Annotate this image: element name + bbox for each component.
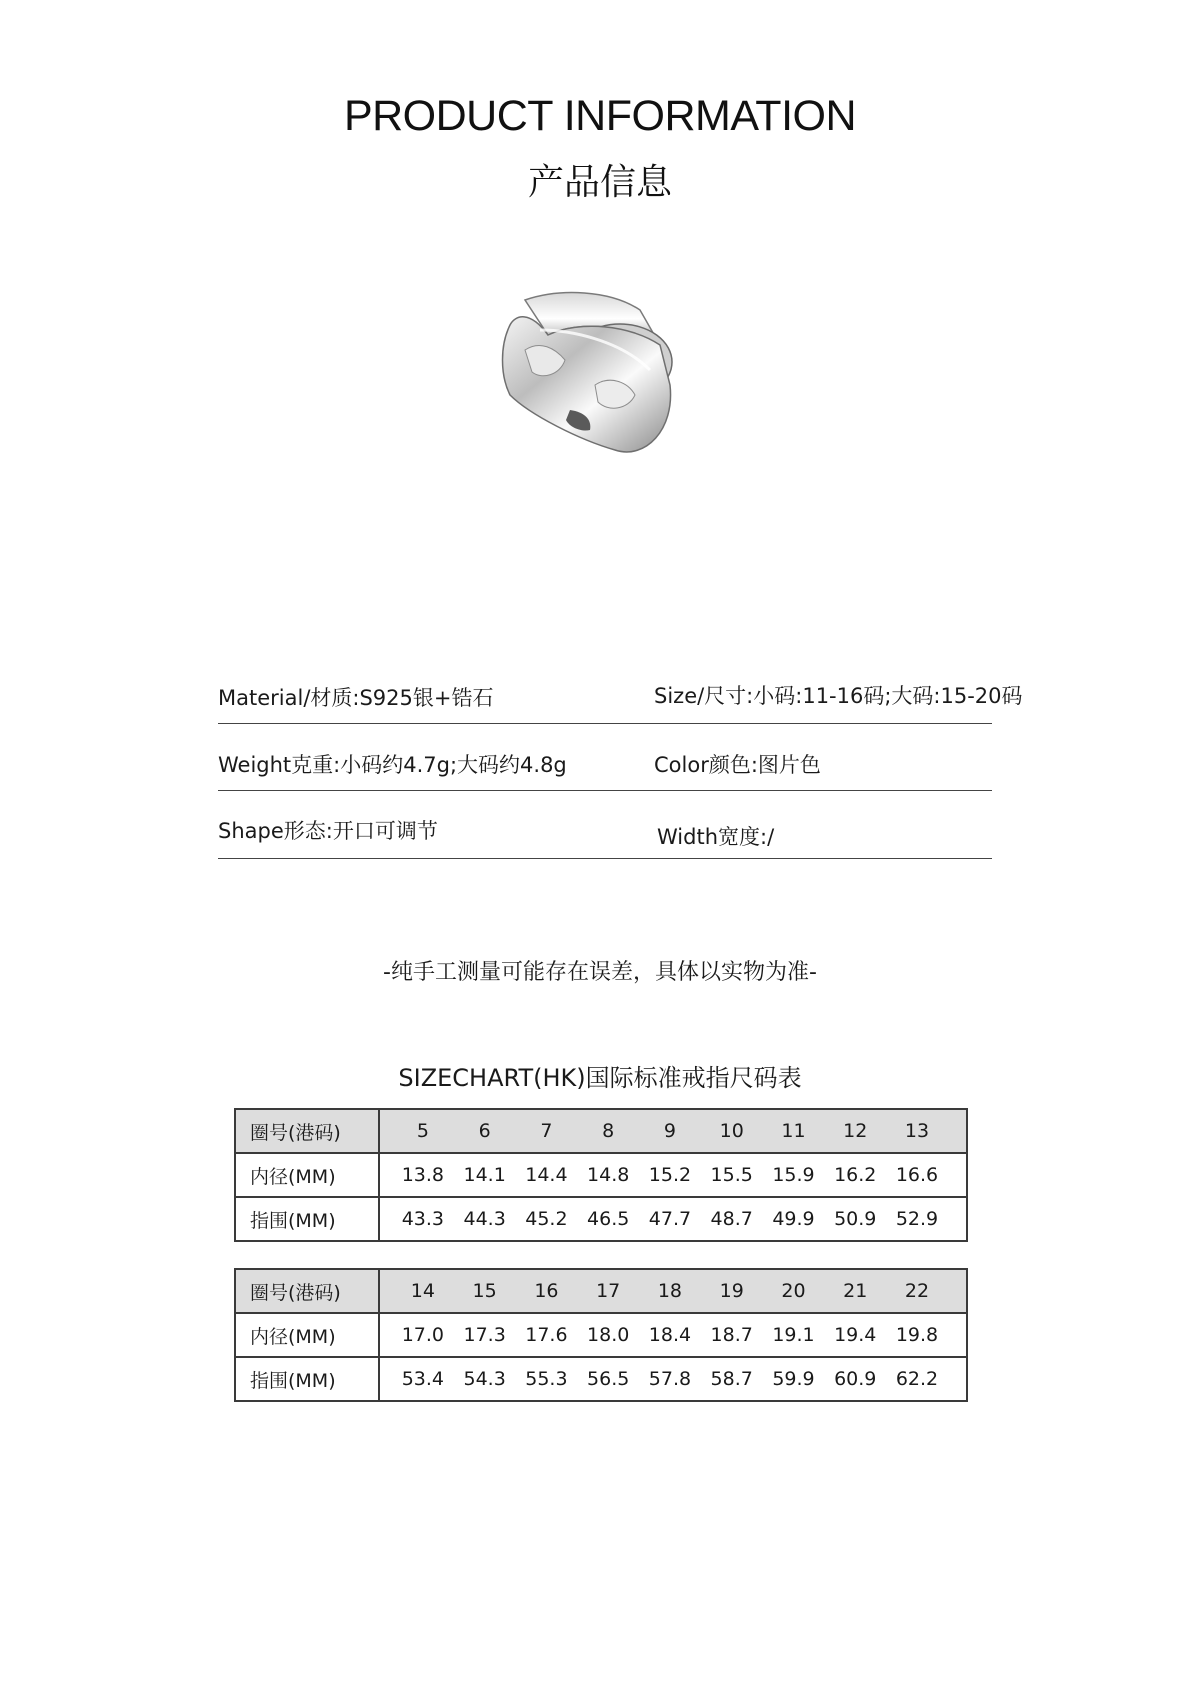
table-cell: 60.9 <box>834 1368 877 1390</box>
table-cell: 19.4 <box>834 1324 877 1346</box>
page-title-cn: 产品信息 <box>527 162 672 203</box>
row-label: 圈号(港码) <box>235 1109 379 1153</box>
table-cell: 12 <box>843 1120 868 1142</box>
table-cell: 46.5 <box>587 1208 630 1230</box>
table-cell: 18.7 <box>710 1324 753 1346</box>
spec-material: Material/材质:S925银+锆石 <box>218 686 494 710</box>
table-cell: 6 <box>478 1120 491 1142</box>
table-cell: 16.2 <box>834 1164 877 1186</box>
table-cell: 17 <box>596 1280 621 1302</box>
table-row <box>235 1153 967 1197</box>
table-cell: 14.1 <box>463 1164 506 1186</box>
table-cell: 16.6 <box>895 1164 939 1186</box>
size-chart-title: SIZECHART(HK)国际标准戒指尺码表 <box>398 1064 802 1092</box>
table-cell: 18.4 <box>648 1324 692 1346</box>
table-cell: 52.9 <box>895 1208 939 1230</box>
measurement-note: -纯手工测量可能存在误差，具体以实物为准- <box>383 960 817 985</box>
table-cell: 14.4 <box>525 1164 568 1186</box>
spec-shape: Shape形态:开口可调节 <box>218 819 438 843</box>
table-row <box>235 1357 967 1401</box>
table-cell: 53.4 <box>401 1368 445 1390</box>
table-cell: 14.8 <box>587 1164 630 1186</box>
table-cell: 50.9 <box>834 1208 877 1230</box>
row-values <box>379 1269 967 1313</box>
table-cell: 54.3 <box>463 1368 506 1390</box>
spec-size: Size/尺寸:小码:11-16码;大码:15-20码 <box>654 684 1023 708</box>
table-cell: 48.7 <box>710 1208 753 1230</box>
table-cell: 59.9 <box>772 1368 815 1390</box>
table-cell: 58.7 <box>710 1368 753 1390</box>
table-cell: 17.0 <box>401 1324 445 1346</box>
row-values <box>379 1197 967 1241</box>
row-values <box>379 1357 967 1401</box>
table-cell: 22 <box>904 1280 930 1302</box>
table-cell: 14 <box>410 1280 435 1302</box>
table-cell: 18.0 <box>587 1324 630 1346</box>
spec-weight: Weight克重:小码约4.7g;大码约4.8g <box>218 753 567 777</box>
table-cell: 15.2 <box>648 1164 692 1186</box>
table-cell: 45.2 <box>525 1208 568 1230</box>
table-row <box>235 1269 967 1313</box>
row-label: 圈号(港码) <box>235 1269 379 1313</box>
row-values <box>379 1109 967 1153</box>
table-cell: 49.9 <box>772 1208 815 1230</box>
size-table-1 <box>234 1108 968 1242</box>
table-cell: 16 <box>534 1280 559 1302</box>
table-row <box>235 1313 967 1357</box>
table-cell: 44.3 <box>463 1208 506 1230</box>
row-label: 指围(MM) <box>235 1197 379 1241</box>
table-cell: 19.1 <box>772 1324 815 1346</box>
table-cell: 19 <box>719 1280 744 1302</box>
table-cell: 13.8 <box>401 1164 445 1186</box>
row-label: 内径(MM) <box>235 1313 379 1357</box>
table-row <box>235 1109 967 1153</box>
spec-color: Color颜色:图片色 <box>654 753 821 777</box>
spec-divider <box>218 723 992 724</box>
table-cell: 47.7 <box>648 1208 692 1230</box>
size-table-2 <box>234 1268 968 1402</box>
table-cell: 13 <box>904 1120 930 1142</box>
table-cell: 19.8 <box>895 1324 939 1346</box>
table-cell: 8 <box>602 1120 615 1142</box>
row-label: 指围(MM) <box>235 1357 379 1401</box>
row-values <box>379 1153 967 1197</box>
table-cell: 17.3 <box>463 1324 506 1346</box>
table-cell: 55.3 <box>525 1368 568 1390</box>
table-cell: 20 <box>781 1280 806 1302</box>
ring-image <box>470 290 720 485</box>
table-cell: 11 <box>781 1120 806 1142</box>
table-cell: 62.2 <box>895 1368 939 1390</box>
table-cell: 17.6 <box>525 1324 568 1346</box>
table-cell: 5 <box>416 1120 429 1142</box>
row-label: 内径(MM) <box>235 1153 379 1197</box>
table-cell: 15.9 <box>772 1164 815 1186</box>
row-values <box>379 1313 967 1357</box>
table-cell: 21 <box>843 1280 868 1302</box>
table-cell: 43.3 <box>401 1208 445 1230</box>
table-cell: 56.5 <box>587 1368 630 1390</box>
spec-width: Width宽度:/ <box>657 825 775 849</box>
page-title-en: PRODUCT INFORMATION <box>343 92 857 140</box>
table-cell: 18 <box>657 1280 683 1302</box>
table-row <box>235 1197 967 1241</box>
spec-divider <box>218 790 992 791</box>
table-cell: 9 <box>663 1120 676 1142</box>
table-cell: 7 <box>540 1120 553 1142</box>
table-cell: 10 <box>719 1120 744 1142</box>
table-cell: 15.5 <box>710 1164 753 1186</box>
table-cell: 15 <box>472 1280 497 1302</box>
spec-divider <box>218 858 992 859</box>
table-cell: 57.8 <box>648 1368 692 1390</box>
